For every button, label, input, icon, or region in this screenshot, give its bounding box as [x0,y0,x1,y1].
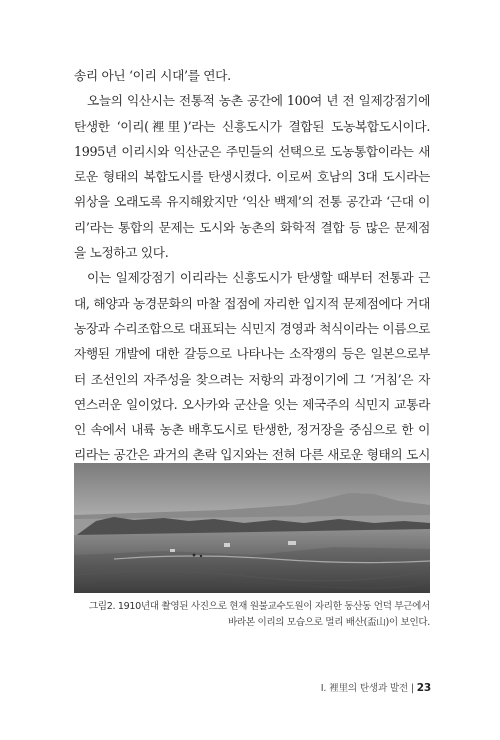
historical-photo [74,463,430,593]
figure-caption [74,599,430,631]
page-footer [321,680,431,694]
paragraph-2: 오늘의 익산시는 전통적 농촌 공간에 100여 년 전 일제강점기에 탄생한 ‘이리(裡里)’라는 신흥도시가 결합된 도농복합도시이다. 1995년 이리시와 익산군은 주민들의 선택으로 도농통합이라는 새로운 형태의 복합도시를 탄생시켰다. 이로써 호남의 3대 도시라는 위상을 오래도록 유지해왔지만 ‘익산 백제’의 전통 공간과 ‘근대 이리’라는 통합의 문제는 도시와 농촌의 화학적 결합 등 많은 문제점을 노정하고 있다. [74,93,430,261]
paragraph-1: 송리 아닌 ‘이리 시대’를 연다. [74,68,231,83]
page-number: 23 [416,682,431,694]
caption-line-1: 그림2. 1910년대 촬영된 사진으로 현재 원불교수도원이 자리한 동산동 언덕 부근에서 [88,601,430,612]
body-text [74,63,430,493]
chapter-title: Ⅰ. 裡里의 탄생과 발전 [320,683,409,694]
photo-illustration [74,463,430,593]
paragraph-3: 이는 일제강점기 이리라는 신흥도시가 탄생할 때부터 전통과 근대, 해양과 농경문화의 마찰 접점에 자리한 입지적 문제점에다 거대농장과 수리조합으로 대표되는 식민지 경영과 척식이라는 이름으로 자행된 개발에 대한 갈등으로 나타나는 소작쟁의 등은 일본으로부터 조선인의 자주성을 찾으려는 저항의 과정이기에 그 ‘거침’은 자연스러운 일이었다. 오사카와 군산을 잇는 제국주의 식민지 교통라인 속에서 내륙 농촌 배후도시로 탄생한, 정거장을 중심으로 한 이리라는 공간은 과거의 촌락 입지와는 전혀 다른 새로운 형태의 도시 [74,270,430,463]
caption-line-2: 바라본 이리의 모습으로 멀리 배산(盃山)이 보인다. [228,617,430,628]
footer-separator: | [410,683,414,694]
